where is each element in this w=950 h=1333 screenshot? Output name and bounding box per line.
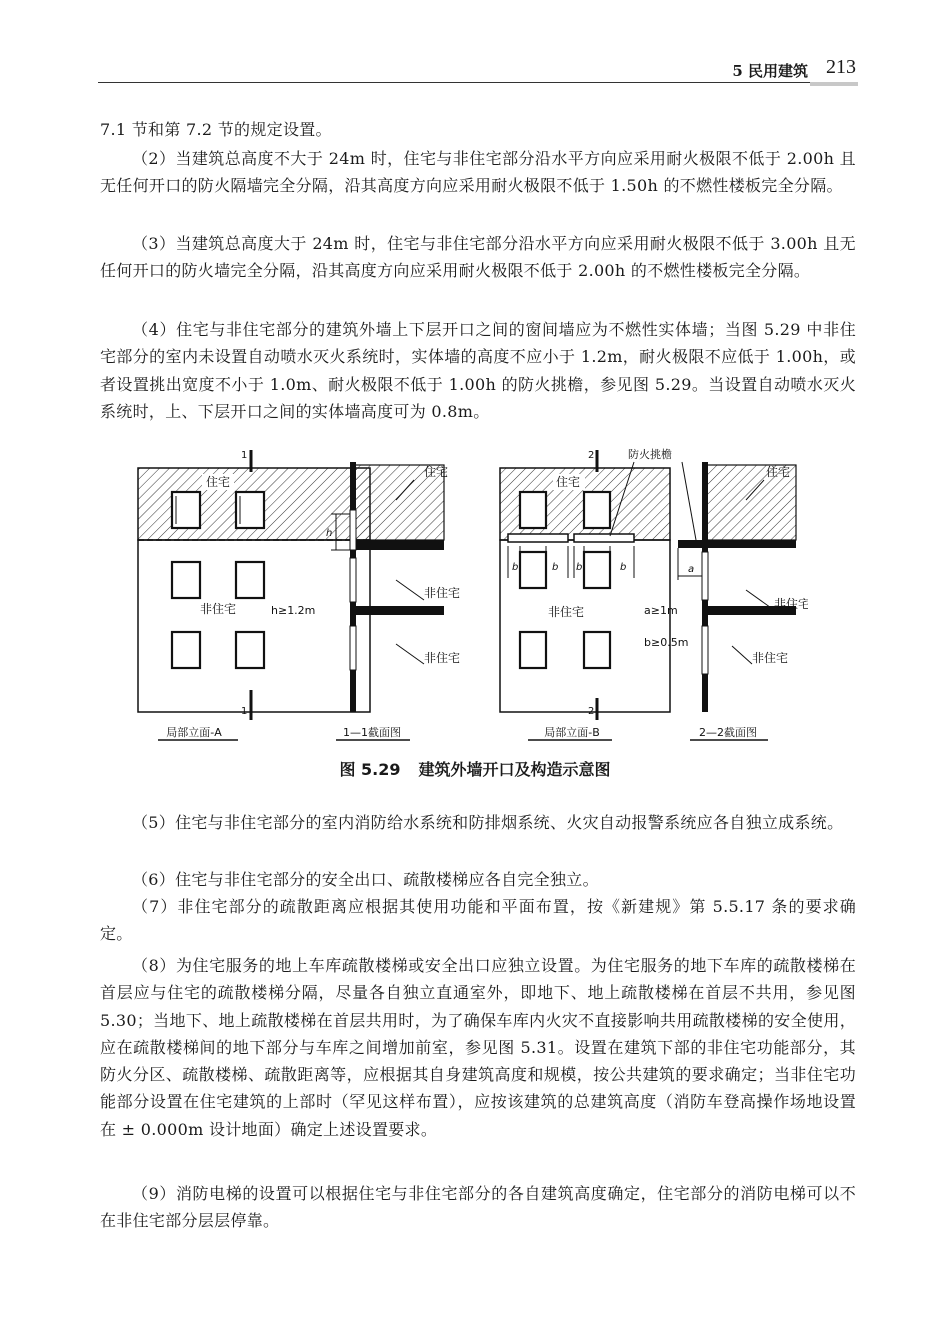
dim-b: b bbox=[576, 562, 583, 573]
label-residential-b: 住宅 bbox=[555, 475, 581, 489]
section-mark-2-top: 2 bbox=[588, 450, 595, 461]
dim-h: h bbox=[326, 528, 333, 539]
caption-section-1-1: 1—1截面图 bbox=[343, 726, 401, 739]
requirement-h: h≥1.2m bbox=[271, 604, 316, 617]
label-nonresidential-b: 非住宅 bbox=[547, 605, 585, 619]
window bbox=[584, 492, 610, 528]
label-nonresidential-section-2-b: 非住宅 bbox=[752, 651, 789, 665]
paragraph-item-3: （3）当建筑总高度大于 24m 时，住宅与非住宅部分沿水平方向应采用耐火极限不低于 3.00h 且无任何开口的防火墙完全分隔，沿其高度方向应采用耐火极限不低于 2.00h 的不燃性楼板完全分隔。 bbox=[100, 234, 856, 281]
window bbox=[172, 562, 200, 598]
figure-caption bbox=[0, 757, 950, 780]
elevation-a bbox=[138, 450, 370, 740]
label-nonresidential-a: 非住宅 bbox=[199, 602, 237, 616]
page-header bbox=[98, 58, 858, 84]
paragraph-item-8: （8）为住宅服务的地上车库疏散楼梯或安全出口应独立设置。为住宅服务的地下车库的疏散楼梯在首层应与住宅的疏散楼梯分隔，尽量各自独立直通室外，即地下、地上疏散楼梯在首层不共用，参见图 5.30；当地下、地上疏散楼梯在首层共用时，为了确保车库内火灾不直接影响共用疏散楼梯的安全使用，应在疏散楼梯间的地下部分与车库之间增加前室，参见图 5.31。设置在建筑下部的非住宅功能部分，其防火分区、疏散楼梯、疏散距离等，应根据其自身建筑高度和规模，按公共建筑的要求确定；当非住宅功能部分设置在住宅建筑的上部时（罕见这样布置），应按该建筑的总建筑高度（消防车登高操作场地设置在 ± 0.000m 设计地面）确定上述设置要求。 bbox=[100, 956, 856, 1139]
window bbox=[584, 552, 610, 588]
section-mark-2-bottom: 2 bbox=[588, 706, 595, 717]
window bbox=[236, 562, 264, 598]
label-residential-a: 住宅 bbox=[205, 475, 231, 489]
window bbox=[584, 632, 610, 668]
label-fire-eave: 防火挑檐 bbox=[628, 448, 672, 461]
fire-eave bbox=[574, 534, 634, 542]
paragraph-item-2: （2）当建筑总高度不大于 24m 时，住宅与非住宅部分沿水平方向应采用耐火极限不低于 2.00h 且无任何开口的防火隔墙完全分隔，沿其高度方向应采用耐火极限不低于 1.50h 的不燃性楼板完全分隔。 bbox=[100, 149, 856, 196]
paragraph-item-6: （6）住宅与非住宅部分的安全出口、疏散楼梯应各自完全独立。 bbox=[132, 870, 599, 889]
window bbox=[520, 492, 546, 528]
fire-eave-section bbox=[678, 540, 796, 548]
dim-b: b bbox=[512, 562, 519, 573]
paragraph-item-4: （4）住宅与非住宅部分的建筑外墙上下层开口之间的窗间墙应为不燃性实体墙；当图 5.29 中非住宅部分的室内未设置自动喷水灭火系统时，实体墙的高度不应小于 1.2m，耐火极限不应低于 1.00h，或者设置挑出宽度不小于 1.0m、耐火极限不低于 1.00h 的防火挑檐，参见图 5.29。当设置自动喷水灭火系统时，上、下层开口之间的实体墙高度可为 0.8m。 bbox=[100, 320, 856, 421]
requirement-a: a≥1m bbox=[644, 604, 678, 617]
figure-number: 图 5.29 bbox=[339, 760, 401, 779]
dim-b: b bbox=[620, 562, 627, 573]
paragraph-item-5: （5）住宅与非住宅部分的室内消防给水系统和防排烟系统、火灾自动报警系统应各自独立成系统。 bbox=[132, 813, 844, 832]
window bbox=[520, 552, 546, 588]
label-residential-section-1: 住宅 bbox=[424, 465, 449, 479]
fire-eave bbox=[508, 534, 568, 542]
dim-a: a bbox=[688, 564, 695, 575]
label-residential-section-2: 住宅 bbox=[766, 465, 791, 479]
paragraph-item-9: （9）消防电梯的设置可以根据住宅与非住宅部分的各自建筑高度确定，住宅部分的消防电梯可以不在非住宅部分层层停靠。 bbox=[100, 1184, 856, 1231]
label-nonresidential-section-2-a: 非住宅 bbox=[774, 597, 808, 611]
section-mark-1-bottom: 1 bbox=[241, 706, 248, 717]
caption-view-b: 局部立面-B bbox=[544, 726, 600, 739]
paragraph-intro: 7.1 节和第 7.2 节的规定设置。 bbox=[100, 120, 332, 139]
label-nonresidential-section-1-a: 非住宅 bbox=[424, 586, 461, 600]
figure-5-29 bbox=[128, 440, 808, 750]
window bbox=[236, 632, 264, 668]
figure-title: 建筑外墙开口及构造示意图 bbox=[418, 760, 611, 779]
chapter-title: 5 民用建筑 bbox=[732, 62, 808, 80]
paragraph-item-7: （7）非住宅部分的疏散距离应根据其使用功能和平面布置，按《新建规》第 5.5.17 条的要求确定。 bbox=[100, 897, 856, 944]
window bbox=[520, 632, 546, 668]
requirement-b: b≥0.5m bbox=[644, 636, 689, 649]
caption-view-a: 局部立面-A bbox=[166, 726, 222, 739]
label-nonresidential-section-1-b: 非住宅 bbox=[424, 651, 461, 665]
section-mark-1-top: 1 bbox=[241, 450, 248, 461]
caption-section-2-2: 2—2截面图 bbox=[699, 726, 757, 739]
page-number: 213 bbox=[826, 56, 856, 78]
dim-b: b bbox=[552, 562, 559, 573]
window bbox=[172, 632, 200, 668]
elevation-b bbox=[500, 447, 672, 740]
header-rule-accent bbox=[810, 82, 858, 86]
figure-diagram bbox=[128, 440, 808, 750]
header-rule bbox=[98, 82, 858, 83]
